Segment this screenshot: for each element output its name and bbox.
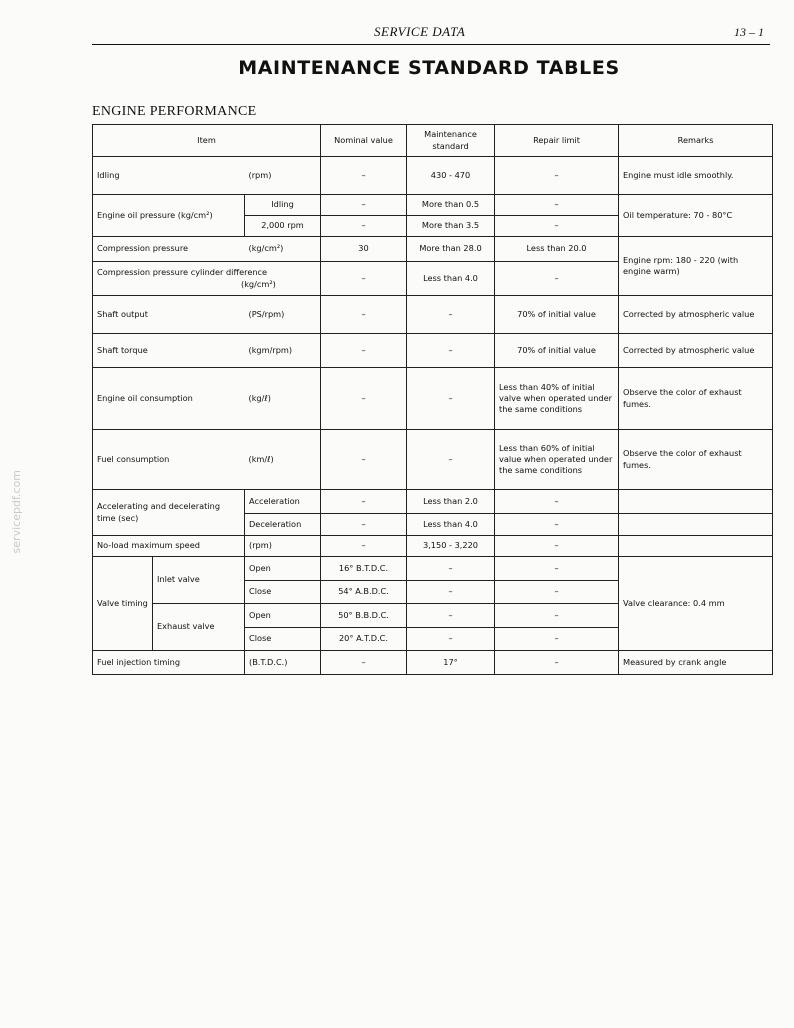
table-row: [93, 237, 773, 262]
maintenance-table: [92, 124, 773, 675]
item-unit: (kg/cm²): [241, 278, 276, 289]
repair-value: Less than 40% of initial valve when operated under the same conditions: [495, 368, 619, 430]
maintenance-value: –: [407, 628, 495, 651]
remarks-value: Oil temperature: 70 - 80°C: [619, 195, 773, 237]
maintenance-value: Less than 4.0: [407, 262, 495, 296]
repair-value: –: [495, 514, 619, 536]
table-header-row: [93, 125, 773, 157]
item-label: Idling: [93, 157, 245, 195]
item-label: Engine oil pressure (kg/cm²): [93, 195, 245, 237]
table-row: [93, 334, 773, 368]
nominal-value: 54° A.B.D.C.: [321, 581, 407, 604]
item-label: Fuel injection timing: [93, 651, 245, 675]
maintenance-value: –: [407, 557, 495, 581]
nominal-value: 50° B.B.D.C.: [321, 604, 407, 628]
table-row: [93, 651, 773, 675]
nominal-value: –: [321, 334, 407, 368]
remarks-value: Engine must idle smoothly.: [619, 157, 773, 195]
sub-group-label: Inlet valve: [153, 557, 245, 604]
maintenance-value: –: [407, 430, 495, 490]
remarks-value: [619, 536, 773, 557]
nominal-value: 30: [321, 237, 407, 262]
table-row: [93, 296, 773, 334]
table-row: [93, 157, 773, 195]
maintenance-value: –: [407, 334, 495, 368]
item-unit: (rpm): [245, 536, 321, 557]
nominal-value: –: [321, 296, 407, 334]
repair-value: –: [495, 262, 619, 296]
remarks-value: Corrected by atmospheric value: [619, 334, 773, 368]
repair-value: –: [495, 604, 619, 628]
nominal-value: –: [321, 536, 407, 557]
maintenance-value: More than 3.5: [407, 216, 495, 237]
table-row: [93, 368, 773, 430]
maintenance-value: More than 0.5: [407, 195, 495, 216]
repair-value: –: [495, 557, 619, 581]
item-label: Compression pressure: [93, 237, 245, 262]
nominal-value: –: [321, 430, 407, 490]
repair-value: –: [495, 628, 619, 651]
remarks-value: [619, 490, 773, 514]
sub-item: Idling: [245, 195, 321, 216]
col-remarks: Remarks: [619, 125, 773, 157]
nominal-value: –: [321, 490, 407, 514]
nominal-value: –: [321, 262, 407, 296]
page-number: 13 – 1: [734, 25, 764, 39]
sub-item: Close: [245, 581, 321, 604]
nominal-value: –: [321, 216, 407, 237]
col-nominal: Nominal value: [321, 125, 407, 157]
repair-value: –: [495, 651, 619, 675]
col-maintenance: Maintenance standard: [407, 125, 495, 157]
col-repair: Repair limit: [495, 125, 619, 157]
maintenance-value: –: [407, 604, 495, 628]
sub-item: Open: [245, 604, 321, 628]
nominal-value: –: [321, 195, 407, 216]
item-label: Valve timing: [93, 557, 153, 651]
header-title: SERVICE DATA: [374, 24, 466, 39]
col-item: Item: [93, 125, 321, 157]
item-label: Shaft torque: [93, 334, 245, 368]
repair-value: Less than 20.0: [495, 237, 619, 262]
remarks-value: Engine rpm: 180 - 220 (with engine warm): [619, 237, 773, 296]
maintenance-value: 430 - 470: [407, 157, 495, 195]
maintenance-value: –: [407, 581, 495, 604]
item-unit: (rpm): [245, 157, 321, 195]
table-row: [93, 557, 773, 581]
item-unit: (kgm/rpm): [245, 334, 321, 368]
section-title: ENGINE PERFORMANCE: [92, 104, 257, 119]
sub-group-label: Exhaust valve: [153, 604, 245, 651]
sub-item: Acceleration: [245, 490, 321, 514]
repair-value: –: [495, 157, 619, 195]
repair-value: –: [495, 216, 619, 237]
remarks-value: Corrected by atmospheric value: [619, 296, 773, 334]
item-label: Shaft output: [93, 296, 245, 334]
item-unit: (B.T.D.C.): [245, 651, 321, 675]
maintenance-value: 17°: [407, 651, 495, 675]
nominal-value: –: [321, 368, 407, 430]
item-label: Engine oil consumption: [93, 368, 245, 430]
table-row: [93, 490, 773, 514]
item-unit: (kg/ℓ): [245, 368, 321, 430]
item-label: Accelerating and decelerating time (sec): [93, 490, 245, 536]
maintenance-value: Less than 4.0: [407, 514, 495, 536]
table-row: [93, 195, 773, 216]
nominal-value: –: [321, 157, 407, 195]
maintenance-value: –: [407, 296, 495, 334]
item-label: No-load maximum speed: [93, 536, 245, 557]
item-label: Fuel consumption: [93, 430, 245, 490]
maintenance-value: –: [407, 368, 495, 430]
nominal-value: 20° A.T.D.C.: [321, 628, 407, 651]
repair-value: 70% of initial value: [495, 334, 619, 368]
item-unit: (PS/rpm): [245, 296, 321, 334]
item-unit: (km/ℓ): [245, 430, 321, 490]
repair-value: Less than 60% of initial value when operated under the same conditions: [495, 430, 619, 490]
repair-value: –: [495, 581, 619, 604]
item-label-text: Compression pressure cylinder difference: [97, 267, 268, 278]
watermark: servicepdf.com: [10, 470, 23, 554]
repair-value: –: [495, 490, 619, 514]
nominal-value: –: [321, 514, 407, 536]
remarks-value: Measured by crank angle: [619, 651, 773, 675]
nominal-value: 16° B.T.D.C.: [321, 557, 407, 581]
repair-value: –: [495, 536, 619, 557]
page-header: [92, 22, 770, 45]
maintenance-value: 3,150 - 3,220: [407, 536, 495, 557]
item-unit: (kg/cm²): [245, 237, 321, 262]
maintenance-value: More than 28.0: [407, 237, 495, 262]
table-row: [93, 430, 773, 490]
sub-item: Open: [245, 557, 321, 581]
sub-item: Deceleration: [245, 514, 321, 536]
sub-item: Close: [245, 628, 321, 651]
page-title: MAINTENANCE STANDARD TABLES: [238, 57, 620, 79]
sub-item: 2,000 rpm: [245, 216, 321, 237]
remarks-value: Observe the color of exhaust fumes.: [619, 430, 773, 490]
repair-value: –: [495, 195, 619, 216]
remarks-value: Valve clearance: 0.4 mm: [619, 557, 773, 651]
maintenance-value: Less than 2.0: [407, 490, 495, 514]
nominal-value: –: [321, 651, 407, 675]
item-label: [93, 262, 321, 296]
repair-value: 70% of initial value: [495, 296, 619, 334]
table-row: [93, 536, 773, 557]
remarks-value: Observe the color of exhaust fumes.: [619, 368, 773, 430]
remarks-value: [619, 514, 773, 536]
